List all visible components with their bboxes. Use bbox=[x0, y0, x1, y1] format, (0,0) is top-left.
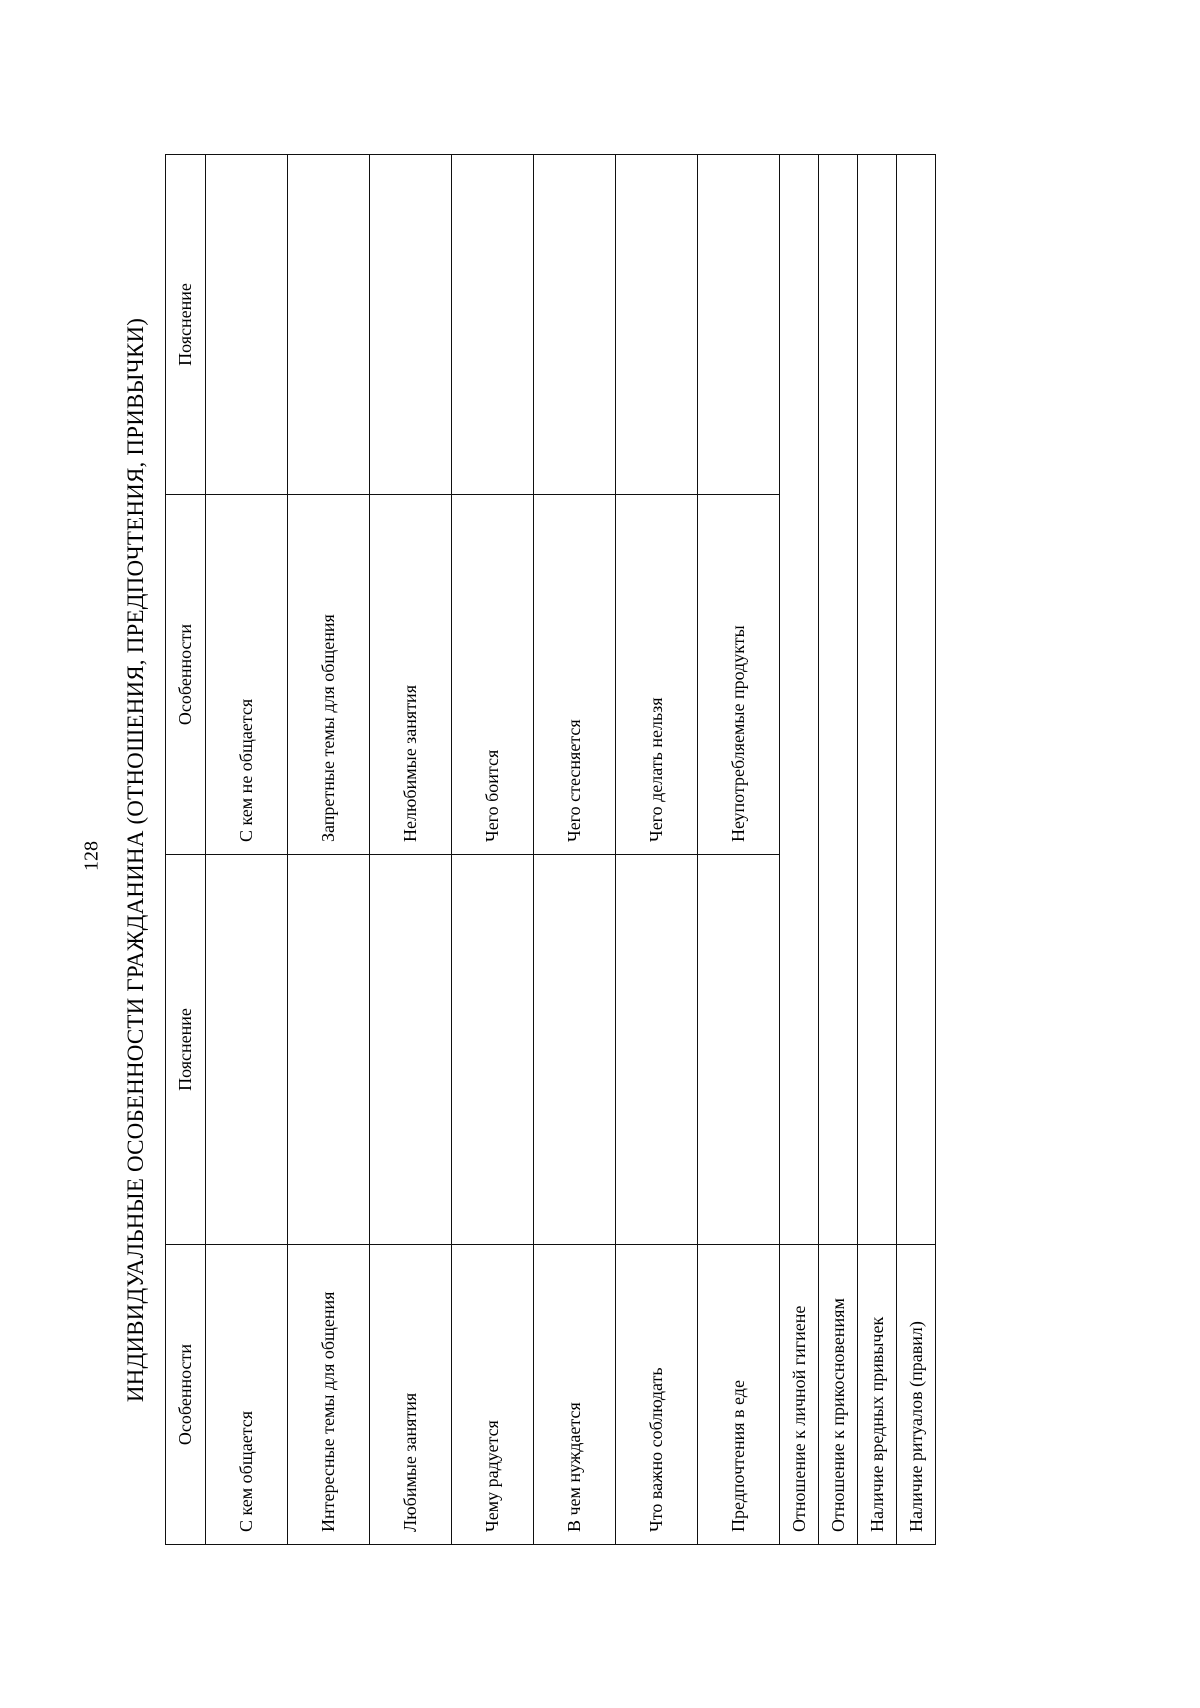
wide-explanation-cell[interactable] bbox=[819, 155, 858, 1245]
wide-explanation-cell[interactable] bbox=[897, 155, 936, 1245]
table-row bbox=[780, 155, 819, 1545]
feature-cell: Чего стесняется bbox=[534, 495, 616, 855]
table-header-row bbox=[166, 155, 206, 1545]
explanation-cell[interactable] bbox=[288, 155, 370, 495]
table-row bbox=[206, 155, 288, 1545]
table-row bbox=[370, 155, 452, 1545]
explanation-cell[interactable] bbox=[534, 155, 616, 495]
feature-cell: Интересные темы для общения bbox=[288, 1245, 370, 1545]
wide-feature-cell: Отношение к прикосновениям bbox=[819, 1245, 858, 1545]
feature-cell: Неупотребляемые продукты bbox=[698, 495, 780, 855]
table-row bbox=[858, 155, 897, 1545]
feature-cell: С кем не общается bbox=[206, 495, 288, 855]
explanation-cell[interactable] bbox=[616, 855, 698, 1245]
header-explanation-left: Пояснение bbox=[166, 855, 206, 1245]
feature-cell: Предпочтения в еде bbox=[698, 1245, 780, 1545]
table-row bbox=[452, 155, 534, 1545]
features-table bbox=[165, 154, 936, 1545]
explanation-cell[interactable] bbox=[370, 855, 452, 1245]
wide-feature-cell: Отношение к личной гигиене bbox=[780, 1245, 819, 1545]
wide-feature-cell: Наличие вредных привычек bbox=[858, 1245, 897, 1545]
table-row bbox=[897, 155, 936, 1545]
explanation-cell[interactable] bbox=[206, 855, 288, 1245]
feature-cell: Чему радуется bbox=[452, 1245, 534, 1545]
explanation-cell[interactable] bbox=[616, 155, 698, 495]
explanation-cell[interactable] bbox=[534, 855, 616, 1245]
explanation-cell[interactable] bbox=[370, 155, 452, 495]
feature-cell: Нелюбимые занятия bbox=[370, 495, 452, 855]
feature-cell: С кем общается bbox=[206, 1245, 288, 1545]
feature-cell: Запретные темы для общения bbox=[288, 495, 370, 855]
table-row bbox=[288, 155, 370, 1545]
table-row bbox=[819, 155, 858, 1545]
explanation-cell[interactable] bbox=[698, 155, 780, 495]
feature-cell: Чего делать нельзя bbox=[616, 495, 698, 855]
page-number: 128 bbox=[80, 841, 103, 871]
explanation-cell[interactable] bbox=[452, 155, 534, 495]
table-row bbox=[698, 155, 780, 1545]
document-title: ИНДИВИДУАЛЬНЫЕ ОСОБЕННОСТИ ГРАЖДАНИНА (ОТНОШЕНИЯ, ПРЕДПОЧТЕНИЯ, ПРИВЫЧКИ) bbox=[123, 317, 148, 1403]
feature-cell: Что важно соблюдать bbox=[616, 1245, 698, 1545]
header-features-left: Особенности bbox=[166, 1245, 206, 1545]
features-table-wrapper bbox=[165, 155, 935, 1545]
explanation-cell[interactable] bbox=[698, 855, 780, 1245]
feature-cell: Любимые занятия bbox=[370, 1245, 452, 1545]
wide-explanation-cell[interactable] bbox=[780, 155, 819, 1245]
explanation-cell[interactable] bbox=[452, 855, 534, 1245]
header-explanation-right: Пояснение bbox=[166, 155, 206, 495]
feature-cell: Чего боится bbox=[452, 495, 534, 855]
header-features-right: Особенности bbox=[166, 495, 206, 855]
wide-explanation-cell[interactable] bbox=[858, 155, 897, 1245]
wide-feature-cell: Наличие ритуалов (правил) bbox=[897, 1245, 936, 1545]
explanation-cell[interactable] bbox=[206, 155, 288, 495]
table-row bbox=[534, 155, 616, 1545]
explanation-cell[interactable] bbox=[288, 855, 370, 1245]
feature-cell: В чем нуждается bbox=[534, 1245, 616, 1545]
table-row bbox=[616, 155, 698, 1545]
